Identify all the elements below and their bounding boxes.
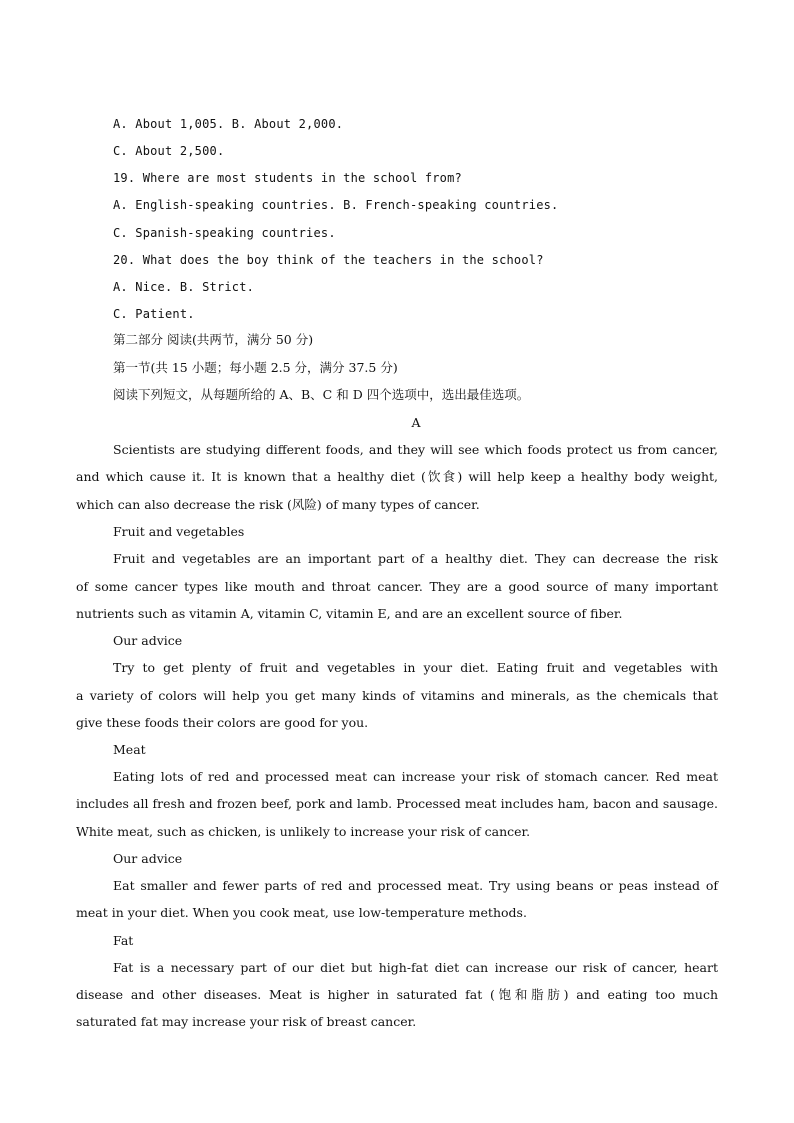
advice-1-line-2: a variety of colors will help you get many kinds of vitamins and minerals, as the chemicals that bbox=[76, 688, 718, 703]
intro-line-2: and which cause it. It is known that a healthy diet (饮食) will help keep a healthy body weight, bbox=[76, 469, 718, 484]
advice-2-heading: Our advice bbox=[113, 851, 183, 866]
fruit-heading: Fruit and vegetables bbox=[113, 524, 245, 539]
advice-1-line-3: give these foods their colors are good for you. bbox=[76, 715, 369, 730]
q18-option-c: C. About 2,500. bbox=[113, 144, 225, 158]
q18-options-ab: A. About 1,005. B. About 2,000. bbox=[113, 117, 344, 131]
intro-line-3: which can also decrease the risk (风险) of many types of cancer. bbox=[76, 497, 480, 512]
q19-options-ab: A. English-speaking countries. B. French-speaking countries. bbox=[113, 198, 559, 212]
meat-line-1: Eating lots of red and processed meat can increase your risk of stomach cancer. Red meat bbox=[113, 769, 718, 784]
q19-stem: 19. Where are most students in the school from? bbox=[113, 171, 462, 185]
advice-1-heading: Our advice bbox=[113, 633, 183, 648]
q19-option-c: C. Spanish-speaking countries. bbox=[113, 226, 336, 240]
advice-1-line-1: Try to get plenty of fruit and vegetables in your diet. Eating fruit and vegetables with bbox=[113, 660, 718, 675]
passage-label: A bbox=[411, 415, 421, 430]
q20-options-ab: A. Nice. B. Strict. bbox=[113, 280, 255, 294]
q20-option-c: C. Patient. bbox=[113, 307, 195, 321]
meat-line-2: includes all fresh and frozen beef, pork and lamb. Processed meat includes ham, bacon and sausage. bbox=[76, 796, 718, 811]
intro-line-1: Scientists are studying different foods, and they will see which foods protect us from cancer, bbox=[113, 442, 718, 457]
fat-line-3: saturated fat may increase your risk of breast cancer. bbox=[76, 1014, 417, 1029]
part-title: 第二部分 阅读(共两节，满分 50 分) bbox=[113, 332, 314, 347]
fat-line-2: disease and other diseases. Meat is higher in saturated fat (饱和脂肪) and eating too much bbox=[76, 987, 718, 1002]
fruit-line-2: of some cancer types like mouth and throat cancer. They are a good source of many important bbox=[76, 579, 718, 594]
subsection-title: 第一节(共 15 小题；每小题 2.5 分，满分 37.5 分) bbox=[113, 360, 398, 375]
q20-stem: 20. What does the boy think of the teachers in the school? bbox=[113, 253, 544, 267]
meat-line-3: White meat, such as chicken, is unlikely to increase your risk of cancer. bbox=[76, 824, 531, 839]
meat-heading: Meat bbox=[113, 742, 146, 757]
instructions: 阅读下列短文，从每题所给的 A、B、C 和 D 四个选项中，选出最佳选项。 bbox=[113, 387, 530, 402]
fat-line-1: Fat is a necessary part of our diet but high-fat diet can increase our risk of cancer, heart bbox=[113, 960, 718, 975]
fruit-line-1: Fruit and vegetables are an important part of a healthy diet. They can decrease the risk bbox=[113, 551, 718, 566]
advice-2-line-2: meat in your diet. When you cook meat, use low-temperature methods. bbox=[76, 905, 527, 920]
advice-2-line-1: Eat smaller and fewer parts of red and processed meat. Try using beans or peas instead of bbox=[113, 878, 718, 893]
fruit-line-3: nutrients such as vitamin A, vitamin C, vitamin E, and are an excellent source of fiber. bbox=[76, 606, 623, 621]
fat-heading: Fat bbox=[113, 933, 134, 948]
